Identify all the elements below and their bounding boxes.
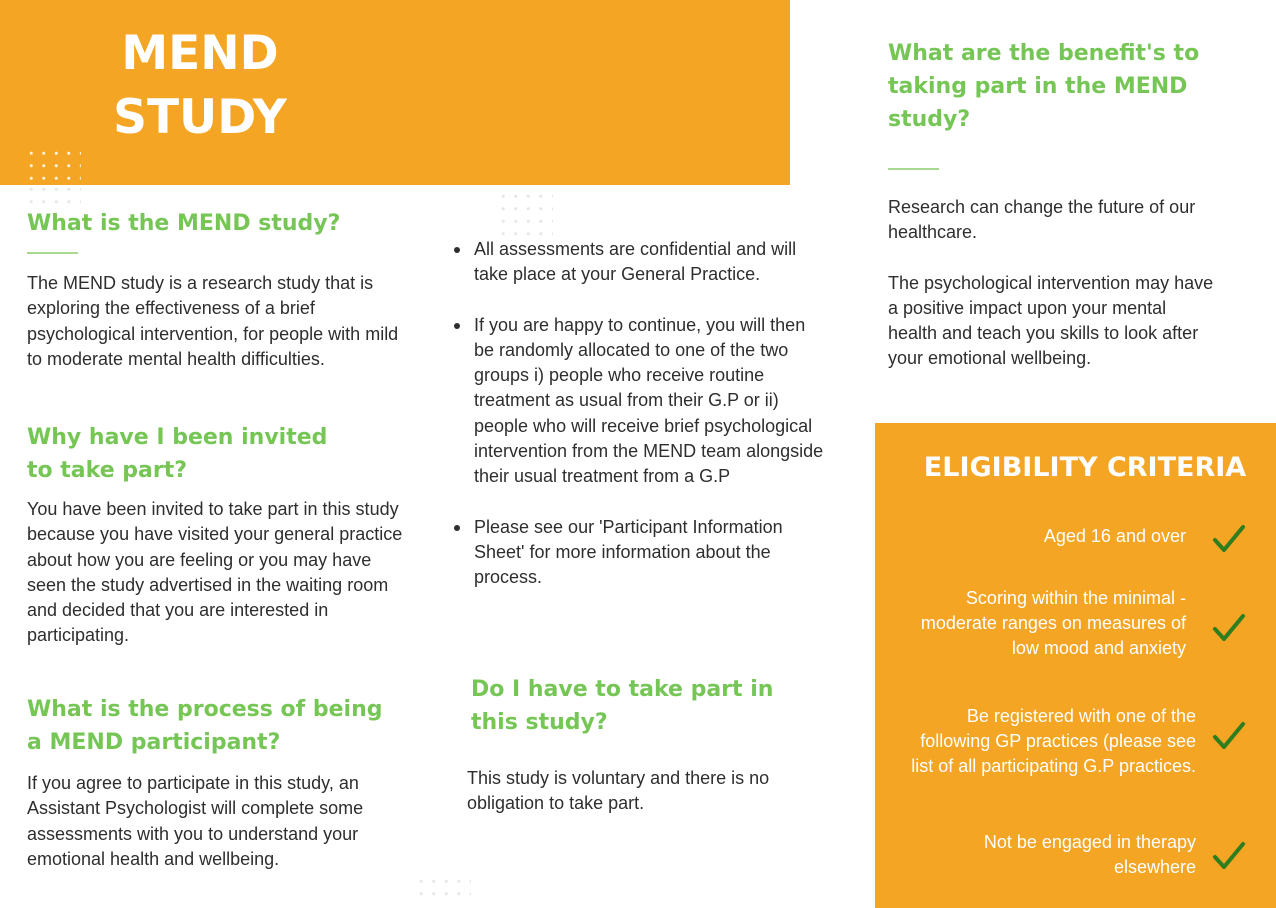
decorative-dots [25,147,81,183]
checkmark-icon [1212,612,1246,644]
eligibility-title: ELIGIBILITY CRITERIA [923,452,1247,483]
section-heading-line-2: a MEND participant? [27,730,281,755]
list-item: Please see our 'Participant Information Sheet' for more information about the process. [452,515,824,591]
section-body: The psychological intervention may have a positive impact upon your mental health and teach you skills to look after your emotional wellbeing. [888,272,1214,369]
criteria-item: Scoring within the minimal - moderate ranges on measures of low mood and anxiety [920,588,1186,658]
section-heading-line-1: What are the benefit's to [888,41,1200,66]
criteria-item: Aged 16 and over [1043,526,1186,546]
section-process [27,693,427,872]
criteria-item: Not be engaged in therapy elsewhere [983,832,1196,877]
heading-underline [27,252,78,254]
list-item: All assessments are confidential and will take place at your General Practice. [452,237,824,288]
section-body: The MEND study is a research study that is exploring the effectiveness of a brief psychological intervention, for people with mild to moderate mental health difficulties. [27,273,399,369]
section-heading-line-3: study? [888,107,971,132]
decorative-dots [497,190,553,238]
process-bullet-list [452,237,824,616]
checkmark-icon [1212,523,1246,555]
section-heading-line-2: this study? [471,710,608,735]
section-body: If you agree to participate in this study, an Assistant Psychologist will complete some assessments with you to understand your emotional health and wellbeing. [27,773,364,869]
section-heading-line-1: Why have I been invited [27,425,328,450]
section-why-invited [27,421,427,649]
checkmark-icon [1212,720,1246,752]
section-heading-line-2: to take part? [27,458,187,483]
decorative-dots [415,875,471,905]
section-what-is [27,207,427,372]
section-heading-line-1: Do I have to take part in [471,677,774,702]
section-take-part [471,673,831,739]
heading-underline [888,168,939,170]
section-heading-line-1: What is the process of being [27,697,383,722]
title-line-2: STUDY [113,90,287,145]
criteria-item: Be registered with one of the following GP practices (please see list of all participating G.P practices. [911,706,1196,776]
title-line-1: MEND [121,26,279,81]
section-heading-line-2: taking part in the MEND [888,74,1188,99]
section-body: This study is voluntary and there is no obligation to take part. [467,768,770,814]
section-heading: What is the MEND study? [27,211,341,236]
section-body: You have been invited to take part in this study because you have visited your general practice about how you are feeling or you may have seen the study advertised in the waiting room and decided that you are interested in participating. [27,499,403,646]
section-benefits [888,37,1268,372]
decorative-dots [25,183,81,209]
checkmark-icon [1212,840,1246,872]
section-body: Research can change the future of our healthcare. [888,197,1196,243]
list-item: If you are happy to continue, you will then be randomly allocated to one of the two groups i) people who receive routine treatment as usual from their G.P or ii) people who will receive brief psychological intervention from the MEND team alongside their usual treatment from a G.P [452,313,824,490]
